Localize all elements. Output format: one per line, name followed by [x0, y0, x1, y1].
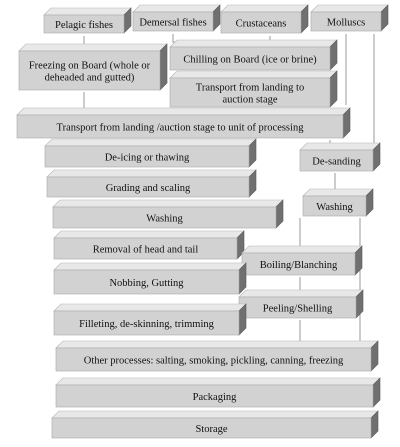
node-grading-top-face: [47, 170, 256, 177]
node-removal-label: [93, 244, 199, 255]
node-demersal: [133, 5, 220, 31]
node-washing-side: [303, 189, 373, 216]
node-boiling-label: [260, 260, 338, 271]
node-washing-side-label: [316, 202, 353, 213]
node-nobbing-label-line: Nobbing, Gutting: [109, 277, 184, 289]
node-nobbing-top-face: [54, 263, 246, 270]
node-storage-label: [195, 424, 227, 435]
node-freezing-top-face: [19, 44, 167, 51]
node-washing-side-label-line: Washing: [316, 201, 353, 213]
node-transport-auction-top-face: [170, 71, 337, 78]
node-nobbing: [54, 263, 246, 294]
node-removal: [54, 231, 244, 259]
node-desanding-label-line: De-sanding: [312, 156, 361, 168]
node-filleting: [54, 304, 246, 335]
node-pelagic-top-face: [44, 8, 131, 15]
node-peeling-label: [263, 303, 333, 314]
node-transport-processing: [17, 108, 350, 138]
node-transport-auction-label-line: Transport from landing to: [195, 82, 305, 94]
node-filleting-label: [79, 319, 214, 330]
node-boiling-top-face: [242, 246, 362, 253]
node-grading-label: [106, 183, 191, 194]
node-packaging-label: [193, 392, 237, 403]
node-boiling: [242, 246, 362, 275]
node-storage: [52, 411, 378, 438]
node-demersal-top-face: [133, 5, 220, 12]
node-desanding-top-face: [300, 143, 380, 150]
node-grading-label-line: Grading and scaling: [105, 182, 191, 194]
node-transport-processing-label-line: Transport from landing /auction stage to unit of processing: [56, 122, 304, 134]
node-freezing-label-line: Freezing on Board (whole or: [28, 60, 151, 72]
node-chilling-label: [183, 54, 317, 65]
node-chilling-top-face: [170, 40, 337, 47]
node-peeling-label-line: Peeling/Shelling: [262, 303, 333, 315]
node-molluscs-top-face: [311, 5, 388, 12]
node-molluscs: [311, 5, 388, 31]
node-molluscs-label: [327, 17, 366, 28]
node-crustaceans-label-line: Crustaceans: [235, 18, 287, 30]
node-washing-main-label: [146, 213, 183, 224]
node-desanding: [300, 143, 380, 171]
node-freezing-side-face: [160, 44, 167, 90]
node-washing-main: [53, 200, 283, 228]
node-chilling: [170, 40, 337, 70]
node-freezing: [19, 44, 167, 90]
node-other: [56, 341, 378, 371]
node-deicing-label: [105, 152, 190, 163]
node-removal-top-face: [54, 231, 244, 238]
node-demersal-label: [139, 17, 206, 28]
node-packaging-label-line: Packaging: [192, 391, 237, 403]
node-deicing: [45, 139, 256, 167]
node-filleting-top-face: [54, 304, 246, 311]
node-washing-side-top-face: [303, 189, 373, 196]
node-freezing-label: [29, 60, 151, 83]
node-pelagic: [44, 8, 131, 33]
node-deicing-label-line: De-icing or thawing: [104, 152, 190, 164]
node-transport-processing-label: [57, 122, 305, 133]
node-other-label: [84, 355, 344, 366]
node-demersal-label-line: Demersal fishes: [139, 17, 207, 29]
node-deicing-top-face: [45, 139, 256, 146]
node-crustaceans-label: [236, 18, 287, 29]
node-grading: [47, 170, 256, 197]
node-desanding-label: [312, 156, 361, 167]
node-filleting-label-line: Filleting, de-skinning, trimming: [79, 318, 214, 330]
node-packaging: [56, 378, 380, 407]
node-other-top-face: [56, 341, 378, 348]
node-crustaceans: [221, 5, 308, 33]
node-washing-main-label-line: Washing: [146, 213, 183, 225]
node-removal-label-line: Removal of head and tail: [92, 244, 199, 256]
node-peeling: [239, 290, 363, 318]
node-peeling-top-face: [239, 290, 363, 297]
node-pelagic-label: [55, 20, 113, 31]
node-transport-auction-label-line: auction stage: [222, 94, 278, 106]
node-transport-processing-top-face: [17, 108, 350, 115]
node-washing-main-top-face: [53, 200, 283, 207]
node-boiling-label-line: Boiling/Blanching: [259, 259, 338, 271]
node-pelagic-label-line: Pelagic fishes: [54, 19, 114, 31]
node-freezing-label-line: deheaded and gutted): [44, 72, 135, 84]
node-storage-top-face: [52, 411, 378, 418]
node-other-label-line: Other processes: salting, smoking, pickling, canning, freezing: [83, 355, 344, 367]
node-crustaceans-top-face: [221, 5, 308, 12]
node-transport-auction: [170, 71, 337, 107]
node-chilling-label-line: Chilling on Board (ice or brine): [183, 54, 317, 66]
node-molluscs-label-line: Molluscs: [326, 17, 366, 29]
node-packaging-top-face: [56, 378, 380, 385]
node-nobbing-label: [109, 278, 184, 289]
node-storage-label-line: Storage: [195, 423, 228, 435]
